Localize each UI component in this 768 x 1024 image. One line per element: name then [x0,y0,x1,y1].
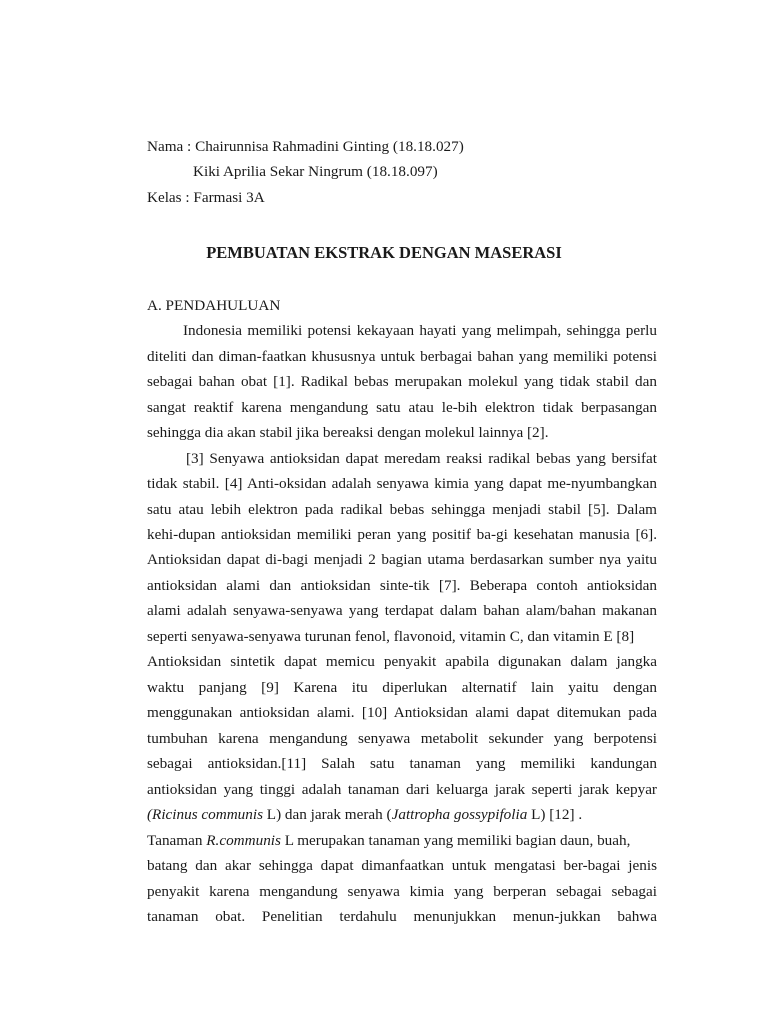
paragraph-line: tumbuhan karena mengandung senyawa metabolit sekunder yang berpotensi [147,730,657,747]
species-name-jatropha: Jattropha gossypifolia [391,806,528,823]
species-name-ricinus: (Ricinus communis [147,806,263,823]
paragraph-line: kehi-dupan antioksidan memiliki peran yang positif ba-gi kesehatan manusia [6]. [147,526,657,543]
paragraph-line: sebagai antioksidan.[11] Salah satu tanaman yang memiliki kandungan [147,755,657,772]
paragraph-line: antioksidan yang tinggi adalah tanaman dari keluarga jarak seperti jarak kepyar [147,781,657,798]
author-name-second-line: Kiki Aprilia Sekar Ningrum (18.18.097) [193,163,438,180]
paragraph-line: Indonesia memiliki potensi kekayaan hayati yang melimpah, sehingga perlu [183,322,657,339]
paragraph-line: sehingga dia akan stabil jika bereaksi dengan molekul lainnya [2]. [147,424,549,441]
inline-text: L) dan jarak merah ( [263,806,392,823]
word-group [147,831,630,851]
paragraph-line [147,831,657,851]
paragraph-line: waktu panjang [9] Karena itu diperlukan alternatif lain yaitu dengan [147,679,657,696]
section-heading: A. PENDAHULUAN [147,297,281,314]
paragraph-line: tanaman obat. Penelitian terdahulu menunjukkan menun-jukkan bahwa [147,908,657,925]
paragraph-line: Antioksidan dapat di-bagi menjadi 2 bagian utama berdasarkan sumber nya yaitu [147,551,657,568]
paragraph-line: satu atau lebih elektron pada radikal bebas sehingga menjadi stabil [5]. Dalam [147,501,657,518]
paragraph-line: batang dan akar sehingga dapat dimanfaatkan untuk mengatasi ber-bagai jenis [147,857,657,874]
paragraph-line: diteliti dan diman-faatkan khususnya untuk berbagai bahan yang memiliki potensi [147,348,657,365]
paragraph-line: seperti senyawa-senyawa turunan fenol, flavonoid, vitamin C, dan vitamin E [8] [147,628,635,645]
paragraph-line: alami adalah senyawa-senyawa yang terdapat dalam bahan alam/bahan makanan [147,602,657,619]
document-title: PEMBUATAN EKSTRAK DENGAN MASERASI [206,243,562,262]
class-line: Kelas : Farmasi 3A [147,189,265,206]
paragraph-line: [3] Senyawa antioksidan dapat meredam reaksi radikal bebas yang bersifat [186,450,657,467]
inline-text: L) [12] . [527,806,583,823]
paragraph-line: penyakit karena mengandung senyawa kimia yang berperan sebagai sebagai [147,883,657,900]
paragraph-line: Antioksidan sintetik dapat memicu penyakit apabila digunakan dalam jangka [147,653,657,670]
species-name-r-communis: R.communis [206,832,281,849]
paragraph-line: sangat reaktif karena mengandung satu atau le-bih elektron tidak berpasangan [147,399,657,416]
paragraph-line: menggunakan antioksidan alami. [10] Antioksidan alami dapat ditemukan pada [147,704,657,721]
inline-text: Tanaman [147,832,207,849]
paragraph-line: antioksidan alami dan antioksidan sinte-tik [7]. Beberapa contoh antioksidan [147,577,657,594]
inline-text: L merupakan tanaman yang memiliki bagian daun, buah, [280,832,631,849]
paragraph-line: sebagai bahan obat [1]. Radikal bebas merupakan molekul yang tidak stabil dan [147,373,657,390]
paragraph-line: tidak stabil. [4] Anti-oksidan adalah senyawa kimia yang dapat me-nyumbangkan [147,475,657,492]
author-name-line: Nama : Chairunnisa Rahmadini Ginting (18.18.027) [147,138,464,155]
paragraph-line [147,805,657,825]
